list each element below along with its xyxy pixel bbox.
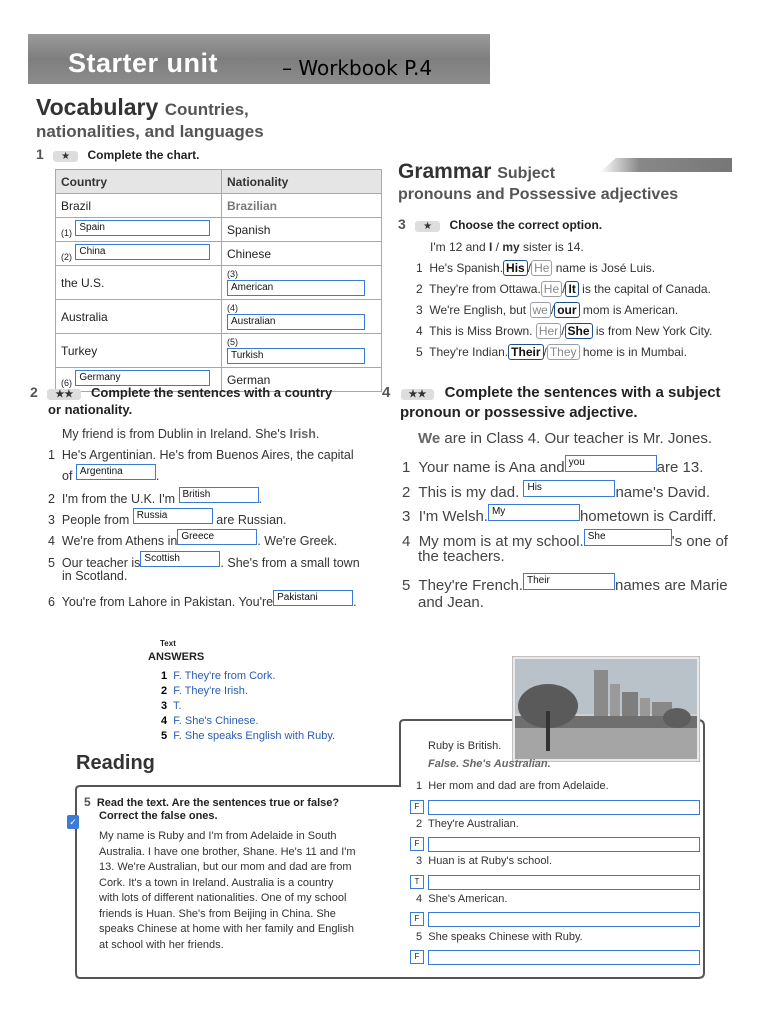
item-text: He's Argentinian. He's from Buenos Aires, the capital: [61, 448, 354, 462]
item-number: 3: [161, 700, 168, 712]
item-number: 2: [402, 484, 411, 501]
ex2-item: [48, 508, 286, 528]
answer-field[interactable]: My: [488, 504, 580, 521]
vocab-heading: [36, 94, 249, 121]
country-cell: Brazil: [56, 194, 222, 218]
country-cell: Australia: [56, 300, 222, 334]
statement-text: She speaks Chinese with Ruby.: [428, 931, 583, 943]
statement-text: Huan is at Ruby's school.: [428, 855, 553, 867]
item-number: 3: [416, 303, 423, 317]
unit-title: Starter unit: [68, 48, 219, 78]
correction-field[interactable]: [428, 800, 700, 815]
answer-field[interactable]: Germany: [75, 370, 210, 386]
ex3-item: 2 They're from Ottawa. He / It is the capital of Canada.: [416, 282, 711, 296]
example-text: My friend is from Dublin in Ireland. She's: [62, 427, 290, 441]
country-cell: [56, 242, 222, 266]
answer-field[interactable]: Scottish: [140, 551, 220, 567]
item-number: 3: [48, 513, 55, 527]
answer-field[interactable]: China: [75, 244, 210, 260]
item-text: names are Marie: [615, 577, 728, 594]
list-item: [161, 669, 335, 684]
option-b[interactable]: They: [547, 344, 580, 360]
example-answer: We: [418, 430, 441, 447]
item-number: 1: [416, 261, 423, 275]
ex4-example: [418, 430, 712, 448]
country-cell: Turkey: [56, 334, 222, 368]
item-prefix: (5): [227, 337, 238, 347]
passage-line: at school with her friends.: [99, 938, 224, 951]
item-text: of: [62, 469, 73, 483]
tf-answer-box[interactable]: F: [410, 837, 424, 851]
answer-field[interactable]: Pakistani: [273, 590, 353, 606]
item-text: This is Miss Brown.: [429, 324, 533, 338]
item-number: 2: [48, 492, 55, 506]
answer-field[interactable]: Spain: [75, 220, 210, 236]
country-cell: the U.S.: [56, 266, 222, 300]
passage-line: friends is Huan. She's from Beijing in China. She: [99, 907, 336, 920]
option-a[interactable]: Their: [508, 344, 543, 360]
ex1-instruction: Complete the chart.: [87, 148, 200, 162]
reading-passage: [99, 829, 356, 953]
item-number: 5: [416, 345, 423, 359]
item-number: 2: [161, 685, 168, 697]
answers-title: ANSWERS: [148, 651, 205, 663]
checkbox-icon: ✓: [67, 815, 79, 829]
ex4-item-cont: and Jean.: [418, 594, 484, 611]
answers-label: Text: [160, 639, 176, 648]
passage-line: speaks Chinese at home with her family and English: [99, 923, 354, 935]
item-text: This is my dad.: [418, 484, 520, 501]
star-icon: ★★: [47, 389, 81, 400]
adelaide-photo: [512, 656, 700, 762]
answer-field[interactable]: you: [565, 455, 657, 472]
table-row: [56, 334, 382, 368]
item-text: People from: [61, 513, 130, 527]
country-nationality-chart: [55, 169, 382, 392]
table-row: [56, 242, 382, 266]
passage-line: Australia. I have one brother, Shane. He's 11 and I'm: [99, 845, 356, 858]
example-text: are in Class 4. Our teacher is Mr. Jones.: [440, 430, 713, 447]
table-row: [56, 218, 382, 242]
item-number: 3: [402, 508, 411, 525]
item-text: are 13.: [656, 459, 704, 476]
item-prefix: (3): [227, 269, 238, 279]
star-icon: ★★: [401, 389, 435, 400]
ex5-instruction-line2: Correct the false ones.: [99, 810, 218, 822]
item-text: is from New York City.: [595, 324, 713, 338]
item-text: We're English, but: [429, 303, 527, 317]
item-number: 5: [402, 577, 411, 594]
option-b[interactable]: She: [565, 323, 593, 339]
item-number: 4: [161, 715, 168, 727]
option-a[interactable]: He: [541, 281, 562, 297]
example-option: I: [489, 240, 493, 254]
grammar-heading-text: Grammar: [398, 160, 492, 183]
option-a[interactable]: we: [530, 302, 551, 318]
ex4-instruction-line2: pronoun or possessive adjective.: [400, 404, 638, 421]
answer-field[interactable]: She: [584, 529, 672, 546]
ex1-number: 1: [36, 146, 44, 162]
nationality-cell: Chinese: [222, 242, 382, 266]
item-number: 4: [416, 324, 423, 338]
item-text: 's one of: [671, 533, 728, 550]
item-number: 6: [48, 595, 55, 609]
item-number: 5: [48, 556, 55, 570]
item-prefix: (1): [61, 228, 72, 238]
example-text: .: [315, 427, 320, 441]
answer-field[interactable]: Australian: [227, 314, 365, 330]
correction-field[interactable]: [428, 875, 700, 890]
item-text: is the capital of Canada.: [582, 282, 711, 296]
ex3-item: 1 He's Spanish. His / He name is José Luis.: [416, 261, 656, 275]
nationality-cell: German: [222, 368, 382, 392]
ex4-item-cont: the teachers.: [418, 548, 505, 565]
item-text: I'm Welsh.: [418, 508, 488, 525]
item-number: 1: [416, 780, 423, 792]
item-number: 5: [161, 730, 168, 742]
statement-text: They're Australian.: [428, 818, 519, 830]
ex3-item: 5 They're Indian. Their / They home is in Mumbai.: [416, 345, 687, 359]
correction-field[interactable]: [428, 912, 700, 927]
country-cell: [56, 218, 222, 242]
nationality-cell: [222, 300, 382, 334]
col-header-country: Country: [56, 170, 222, 194]
answer-field[interactable]: Turkish: [227, 348, 365, 364]
item-text: .: [155, 469, 160, 483]
nationality-cell: [222, 266, 382, 300]
tf-answer-box[interactable]: T: [410, 875, 424, 889]
example-text: I'm 12 and: [430, 240, 489, 254]
item-text: My mom is at my school.: [418, 533, 584, 550]
statement: [416, 931, 583, 943]
reading-example-answer: False. She's Australian.: [428, 758, 551, 770]
nationality-cell: Brazilian: [222, 194, 382, 218]
item-number: 4: [48, 534, 55, 548]
example-option: my: [502, 240, 520, 254]
ex4-item: [402, 480, 710, 502]
table-row: [56, 194, 382, 218]
nationality-cell: Spanish: [222, 218, 382, 242]
item-text: He's Spanish.: [429, 261, 504, 275]
ex5-instruction-line1: Read the text. Are the sentences true or false?: [96, 797, 340, 809]
statement-text: She's American.: [428, 893, 508, 905]
table-row: [56, 266, 382, 300]
ex3-instruction-row: [398, 216, 602, 232]
item-text: name's David.: [615, 484, 711, 501]
correction-field[interactable]: [428, 950, 700, 965]
answer-field[interactable]: British: [179, 487, 259, 503]
item-text: They're from Ottawa.: [429, 282, 541, 296]
item-prefix: (4): [227, 303, 238, 313]
ex3-item: 4 This is Miss Brown. Her / She is from New York City.: [416, 324, 713, 338]
answer-field[interactable]: Their: [523, 573, 615, 590]
item-text: . She's from a small town: [220, 556, 360, 570]
tf-answer-box[interactable]: F: [410, 950, 424, 964]
passage-line: with lots of different nationalities. One of my school: [99, 892, 347, 904]
ex2-instruction-row: [30, 384, 332, 400]
list-item: [161, 699, 335, 714]
star-icon: ★: [415, 221, 440, 232]
answer-field[interactable]: His: [523, 480, 615, 497]
option-separator: /: [492, 240, 503, 254]
ex2-item: [48, 487, 262, 507]
answer-field[interactable]: American: [227, 280, 365, 296]
item-text: You're from Lahore in Pakistan. You're: [61, 595, 274, 609]
ex3-example: [430, 239, 584, 255]
item-text: We're from Athens in: [61, 534, 178, 548]
item-number: 4: [416, 893, 423, 905]
item-prefix: (6): [61, 378, 72, 388]
item-number: 1: [161, 670, 168, 682]
item-number: 5: [416, 931, 423, 943]
ex2-example: [62, 426, 319, 442]
item-text: .: [353, 595, 357, 609]
ex2-item: [48, 529, 337, 549]
ex2-item: [48, 447, 354, 463]
option-a[interactable]: His: [503, 260, 528, 276]
item-text: are Russian.: [216, 513, 287, 527]
ex2-item: [48, 590, 357, 610]
grammar-heading: [398, 160, 555, 184]
ex4-item: [402, 573, 728, 595]
option-b[interactable]: He: [531, 260, 552, 276]
statement: [416, 893, 507, 905]
answer-field[interactable]: Argentina: [76, 464, 156, 480]
example-text: sister is 14.: [519, 240, 584, 254]
vocab-topic-line2: nationalities, and languages: [36, 122, 264, 141]
answer-text: F. They're Irish.: [173, 685, 248, 697]
nationality-cell: [222, 334, 382, 368]
list-item: [161, 684, 335, 699]
vocab-heading-text: Vocabulary: [36, 94, 159, 120]
ex4-instruction-line1: Complete the sentences with a subject: [444, 384, 721, 401]
ex3-instruction: Choose the correct option.: [449, 218, 603, 232]
ex2-instruction-line1: Complete the sentences with a country: [90, 385, 333, 400]
item-number: 2: [416, 282, 423, 296]
tf-answer-box[interactable]: F: [410, 912, 424, 926]
ex2-item-cont: in Scotland.: [62, 569, 128, 583]
answer-text: F. She speaks English with Ruby.: [173, 730, 336, 742]
grammar-topic-line2: pronouns and Possessive adjectives: [398, 186, 679, 203]
example-answer: Irish: [289, 427, 316, 441]
star-icon: ★: [53, 151, 78, 162]
grammar-topic-line1: Subject: [497, 165, 556, 182]
ex4-number: 4: [382, 384, 391, 401]
correction-field[interactable]: [428, 837, 700, 852]
item-text: I'm from the U.K. I'm: [61, 492, 176, 506]
option-a[interactable]: Her: [536, 323, 561, 339]
grammar-header-band: [600, 158, 732, 172]
item-number: 1: [402, 459, 411, 476]
option-b[interactable]: It: [565, 281, 578, 297]
ex2-item-cont: [62, 464, 159, 484]
item-text: Your name is Ana and: [418, 459, 565, 476]
answer-text: F. They're from Cork.: [173, 670, 276, 682]
answer-text: T.: [173, 700, 182, 712]
col-header-nationality: Nationality: [222, 170, 382, 194]
item-text: hometown is Cardiff.: [579, 508, 717, 525]
statement: [416, 818, 519, 830]
vocab-topic-line1: Countries,: [164, 100, 249, 119]
ex5-instruction-row: [84, 795, 339, 809]
option-b[interactable]: our: [554, 302, 579, 318]
ex2-instruction-line2: or nationality.: [48, 402, 133, 417]
reading-heading: Reading: [76, 752, 155, 774]
answer-field[interactable]: Russia: [133, 508, 213, 524]
item-text: They're French.: [418, 577, 523, 594]
item-text: .: [258, 492, 262, 506]
item-number: 3: [416, 855, 423, 867]
tf-answer-box[interactable]: F: [410, 800, 424, 814]
statement-text: Her mom and dad are from Adelaide.: [428, 780, 609, 792]
item-text: home is in Mumbai.: [582, 345, 687, 359]
workbook-page-label: – Workbook P.4: [282, 56, 433, 80]
ex1-instruction-row: [36, 146, 199, 162]
ex2-number: 2: [30, 384, 38, 400]
statement: [416, 855, 552, 867]
ex4-instruction-row: [382, 384, 721, 401]
reading-example: Ruby is British.: [428, 740, 502, 752]
item-number: 1: [48, 448, 55, 462]
passage-line: Cork. It's a town in Ireland. Australia is a country: [99, 876, 334, 889]
table-row: [56, 300, 382, 334]
ex5-number: 5: [84, 795, 91, 809]
ex4-item: [402, 504, 716, 526]
item-text: mom is American.: [582, 303, 679, 317]
item-text: They're Indian.: [429, 345, 509, 359]
passage-line: 13. We're Australian, but our mom and dad are from: [99, 861, 352, 873]
item-number: 4: [402, 533, 411, 550]
ex4-item: [402, 455, 703, 477]
ex3-item: 3 We're English, but we / our mom is American.: [416, 303, 679, 317]
answer-text: F. She's Chinese.: [173, 715, 259, 727]
passage-line: My name is Ruby and I'm from Adelaide in South: [99, 830, 337, 842]
item-text: name is José Luis.: [555, 261, 656, 275]
ex3-number: 3: [398, 216, 406, 232]
item-text: . We're Greek.: [257, 534, 338, 548]
answer-field[interactable]: Greece: [177, 529, 257, 545]
item-prefix: (2): [61, 252, 72, 262]
item-text: Our teacher is: [61, 556, 141, 570]
item-number: 2: [416, 818, 423, 830]
statement: [416, 780, 609, 792]
